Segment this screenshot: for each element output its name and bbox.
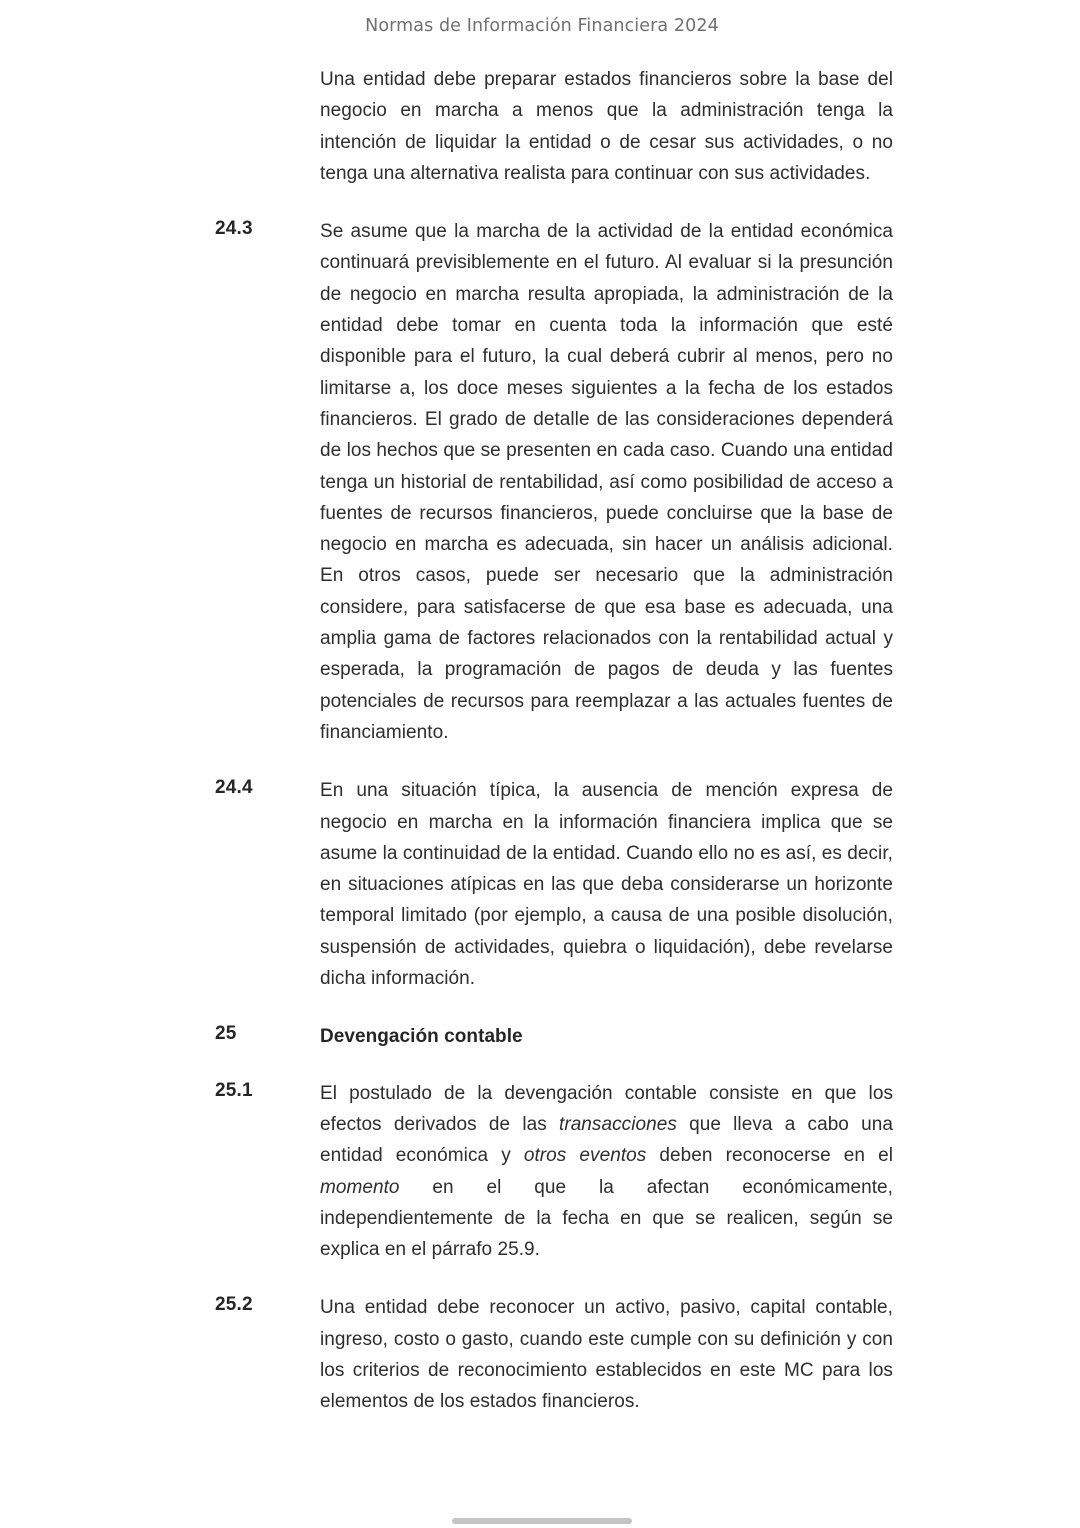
home-indicator-bar[interactable]: [452, 1518, 632, 1524]
paragraph-24-3: [0, 216, 1080, 748]
paragraph-25-1: [0, 1078, 1080, 1266]
paragraph-text: Una entidad debe preparar estados financieros sobre la base del negocio en marcha a menos que la administración tenga la intención de liquidar la entidad o de cesar sus actividades, o no tenga una alternativa realista para continuar con sus actividades.: [320, 69, 893, 184]
running-header: Normas de Información Financiera 2024: [365, 16, 719, 36]
paragraph-24-4: [0, 775, 1080, 994]
paragraph-number: 24.4: [215, 777, 253, 799]
paragraph-number: 25.2: [215, 1294, 253, 1316]
text-segment: deben reconocerse en el: [646, 1145, 893, 1167]
text-segment: El postulado de la devengación contable consiste en que los efectos derivados de las: [320, 1082, 893, 1135]
text-segment: que lleva a cabo una entidad económica y: [320, 1113, 893, 1167]
section-25-heading: [0, 1021, 1080, 1052]
section-number: 25: [215, 1023, 237, 1045]
italic-term-transacciones: transacciones: [558, 1113, 677, 1135]
paragraph-number: 24.3: [215, 218, 253, 240]
italic-term-momento: momento: [320, 1176, 400, 1198]
paragraph-text: En una situación típica, la ausencia de mención expresa de negocio en marcha en la información financiera implica que se asume la continuidad de la entidad. Cuando ello no es así, es decir, en situaciones atípicas en las que deba considerarse un horizonte temporal limitado (por ejemplo, a causa de una posible disolución, suspensión de actividades, quiebra o liquidación), debe revelarse dicha información.: [320, 780, 893, 990]
paragraph-continuation: [0, 64, 1080, 189]
paragraph-25-2: [0, 1292, 1080, 1417]
section-title: Devengación contable: [320, 1026, 523, 1048]
italic-term-otros-eventos: otros eventos: [523, 1145, 647, 1167]
paragraph-text: [320, 1078, 893, 1266]
document-page: [0, 64, 1080, 1418]
text-segment: en el que la afectan económicamente, independientemente de la fecha en que se realicen, según se explica en el párrafo 25.9.: [320, 1176, 893, 1261]
paragraph-number: 25.1: [215, 1079, 253, 1101]
paragraph-text: Una entidad debe reconocer un activo, pasivo, capital contable, ingreso, costo o gasto, cuando este cumple con su definición y con los criterios de reconocimiento establecidos en este MC para los elementos de los estados financieros.: [320, 1297, 893, 1413]
paragraph-text: Se asume que la marcha de la actividad de la entidad económica continuará previsiblemente en el futuro. Al evaluar si la presunción de negocio en marcha resulta apropiada, la administración de la entidad debe tomar en cuenta toda la información que esté disponible para el futuro, la cual deberá cubrir al menos, pero no limitarse a, los doce meses siguientes a la fecha de los estados financieros. El grado de detalle de las consideraciones dependerá de los hechos que se presenten en cada caso. Cuando una entidad tenga un historial de rentabilidad, así como posibilidad de acceso a fuentes de recursos financieros, puede concluirse que la base de negocio en marcha es adecuada, sin hacer un análisis adicional. En otros casos, puede ser necesario que la administración considere, para satisfacerse de que esa base es adecuada, una amplia gama de factores relacionados con la rentabilidad actual y esperada, la programación de pagos de deuda y las fuentes potenciales de recursos para reemplazar a las actuales fuentes de financiamiento.: [320, 221, 893, 743]
